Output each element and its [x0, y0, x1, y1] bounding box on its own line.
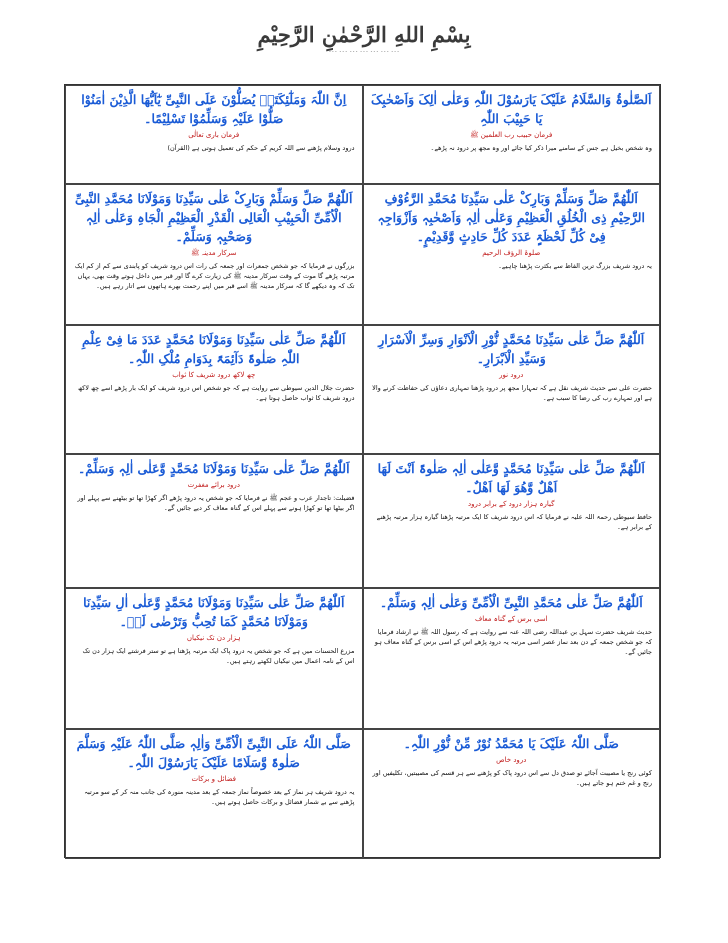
arabic-text: صَلَّی اللّٰہُ عَلَی النَّبِیِّ الْاُمِّیِّ وَاٰلِہٖ صَلَّی اللّٰہُ عَلَیْہِ وَسَلَّمَ صَلٰوۃً وَّسَلَامًا عَلَیْکَ یَارَسُوْلَ اللّٰہِ۔: [76, 736, 351, 770]
durood-cell: [65, 729, 363, 859]
durood-table: [64, 84, 661, 858]
arabic-text: اَللّٰھُمَّ صَلِّ عَلٰی سَیِّدِنَا مُحَمَّدٍ نُّوْرِ الْاَنْوَارِ وَسِرِّ الْاَسْرَارِ وَسَیِّدِ الْاَبْرَارِ۔: [378, 332, 645, 366]
arabic-text: اَللّٰھُمَّ صَلِّ عَلٰی سَیِّدِنَا وَمَوْلَانَا مُحَمَّدٍ وَّعَلٰی اٰلِہٖ وَسَلِّمْ۔: [77, 461, 350, 476]
arabic-text: اَللّٰھُمَّ صَلِّ وَسَلِّمْ وَبَارِکْ عَلٰی سَیِّدِنَا وَمَوْلَانَا مُحَمَّدِ النَّبِیِّ الْاُمِّیِّ الْحَبِیْبِ الْعَالِی الْقَدْرِ الْعَظِیْمِ الْجَاہِ وَعَلٰی اٰلِہٖ وَصَحْبِہٖ وَسَلِّمْ۔: [75, 191, 353, 244]
urdu-description: وہ شخص بخیل ہے جس کے سامنے میرا ذکر کیا جائے اور وہ مجھ پر درود نہ پڑھے۔: [430, 144, 652, 152]
cell-title: صلوۃ الرؤف الرحیم: [482, 249, 541, 257]
urdu-description: درود وسلام پڑھنے سے اللہ کریم کے حکم کی تعمیل ہوتی ہے (القرآن): [167, 144, 355, 152]
arabic-text: اَللّٰھُمَّ صَلِّ وَسَلِّمْ وَبَارِکْ عَلٰی سَیِّدِنَا مُحَمَّدِ الرَّءُوْفِ الرَّحِیْمِ ذِی الْخُلُقِ الْعَظِیْمِ وَعَلٰی اٰلِہٖ وَاَصْحٰبِہٖ وَاَزْوَاجِہٖ فِیْ کُلِّ لَحْظَۃٍ عَدَدَ کُلِّ حَادِثٍ وَّقَدِیْمٍ۔: [377, 191, 645, 244]
cell-title: درود خاص: [496, 756, 527, 764]
cell-title: فضائل و برکات: [191, 775, 236, 783]
cell-title: گیارہ ہزار درود کے برابر درود: [468, 500, 555, 508]
durood-cell: [363, 729, 661, 859]
header-subtitle: ۔۔۔ ۔۔۔ ۔۔۔ ۔۔۔ ۔۔۔ ۔۔۔ ۔۔۔: [328, 48, 400, 54]
urdu-description: یہ درود شریف بزرگ ترین الفاظ سے بکثرت پڑھنا چاہیے۔: [498, 262, 652, 270]
cell-title: چھ لاکھ درود شریف کا ثواب: [172, 371, 256, 379]
urdu-description: کوئی رنج یا مصیبت آجائے تو صدق دل سے اس درود پاک کو پڑھنے سے ہر قسم کی مصیبتیں، تکلیفیں اور رنج و غم ختم ہو جاتے ہیں۔: [372, 769, 652, 787]
durood-cell: [363, 588, 661, 729]
cell-title: درود برائے مغفرت: [187, 481, 240, 489]
durood-cell: [65, 184, 363, 325]
arabic-text: اَللّٰھُمَّ صَلِّ عَلٰی مُحَمَّدِ النَّبِیِّ الْاُمِّیِّ وَعَلٰی اٰلِہٖ وَسَلِّمْ۔: [379, 595, 643, 610]
durood-cell: [65, 325, 363, 454]
arabic-text: اِنَّ اللّٰہَ وَمَلٰٓئِکَتَہٗ یُصَلُّوْنَ عَلَی النَّبِیِّ یٰٓاَیُّھَا الَّذِیْنَ اٰمَنُوْا صَلُّوْا عَلَیْہِ وَسَلِّمُوْا تَسْلِیْمًا۔: [81, 92, 347, 126]
durood-cell: [363, 85, 661, 184]
urdu-description: یہ درود شریف ہر نماز کے بعد خصوصاً نماز جمعہ کے بعد مدینہ منورہ کی جانب منہ کر کے سو مرتبہ پڑھنے سے بے شمار فضائل و برکات حاصل ہوتے ہیں۔: [84, 788, 355, 806]
durood-cell: [363, 454, 661, 588]
page-header: [0, 22, 728, 54]
urdu-description: حافظ سیوطی رحمۃ اللہ علیہ نے فرمایا کہ اس درود شریف کا ایک مرتبہ پڑھنا گیارہ ہزار مرتبہ پڑھنے کے برابر ہے۔: [376, 513, 652, 531]
cell-title: فرمان حبیب رب العلمین ﷺ: [470, 131, 553, 139]
durood-cell: [363, 325, 661, 454]
cell-title: سرکار مدینہ ﷺ: [191, 249, 237, 257]
urdu-description: حدیث شریف حضرت سہل بن عبداللہ رضی اللہ عنہ سے روایت ہے کہ رسول اللہ ﷺ نے ارشاد فرمایا کہ جو شخص جمعہ کے دن بعد نماز عصر اسی مرتبہ یہ درود پڑھے اس کے اسی برس کے گناہ معاف ہو جائیں گے۔: [374, 628, 652, 656]
cell-title: ہزار دن تک نیکیاں: [186, 634, 241, 642]
arabic-text: اَللّٰھُمَّ صَلِّ عَلٰی سَیِّدِنَا وَمَوْلَانَا مُحَمَّدٍ عَدَدَ مَا فِیْ عِلْمِ اللّٰہِ صَلٰوۃً دَآئِمَۃً بِدَوَامِ مُلْکِ اللّٰہِ۔: [82, 332, 346, 366]
arabic-text: صَلَّی اللّٰہُ عَلَیْکَ یَا مُحَمَّدُ نُوْرٌ مِّنْ نُّوْرِ اللّٰہِ۔: [403, 736, 619, 751]
bismillah-calligraphy: بِسْمِ اللهِ الرَّحْمٰنِ الرَّحِيْمِ: [257, 22, 471, 47]
durood-cell: [65, 588, 363, 729]
urdu-description: بزرگوں نے فرمایا کہ جو شخص جمعرات اور جمعہ کی رات اس درود شریف کو پابندی سے کم از کم ایک مرتبہ پڑھے گا موت کے وقت سرکار مدینہ ﷺ کی زیارت کرے گا اور قبر میں داخل ہوتے وقت بھی، یہاں تک کہ وہ دیکھے گا کہ سرکار مدینہ ﷺ اسے قبر میں اپنے رحمت بھرے ہاتھوں سے اتار رہے ہیں۔: [74, 262, 355, 290]
urdu-description: مزرع الحسنات میں ہے کہ جو شخص یہ درود پاک ایک مرتبہ پڑھتا ہے تو ستر فرشتے ایک ہزار دن تک اس کے نامہ اعمال میں نیکیاں لکھتے رہتے ہیں۔: [82, 647, 355, 665]
cell-title: فرمان باری تعالٰی: [188, 131, 240, 139]
urdu-description: فضیلت: تاجدار عرب و عجم ﷺ نے فرمایا کہ جو شخص یہ درود پڑھے اگر کھڑا تھا تو بیٹھنے سے پہلے اور اگر بیٹھا تھا تو کھڑا ہونے سے پہلے اس کے گناہ معاف کر دیے جائیں گے۔: [77, 494, 355, 512]
cell-title: اسی برس کے گناہ معاف: [474, 615, 548, 623]
durood-cell: [363, 184, 661, 325]
urdu-description: حضرت جلال الدین سیوطی سے روایت ہے کہ جو شخص اس درود شریف کو ایک بار پڑھے اسے چھ لاکھ درود شریف کا ثواب حاصل ہوتا ہے۔: [78, 384, 355, 402]
urdu-description: حضرت علی سے حدیث شریف نقل ہے کہ تمہارا مجھ پر درود پڑھنا تمہاری دعاؤں کی حفاظت کرنے والا ہے اور تمہارے رب کی رضا کا سبب ہے۔: [372, 384, 652, 402]
arabic-text: اَللّٰھُمَّ صَلِّ عَلٰی سَیِّدِنَا وَمَوْلَانَا مُحَمَّدٍ وَّعَلٰی اٰلِ سَیِّدِنَا وَمَوْلَانَا مُحَمَّدٍ کَمَا تُحِبُّ وَتَرْضٰی لَہٗ۔: [83, 595, 345, 629]
arabic-text: اَلصَّلٰوۃُ وَالسَّلَامُ عَلَیْکَ یَارَسُوْلَ اللّٰہِ وَعَلٰی اٰلِکَ وَاَصْحٰبِکَ یَا حَبِیْبَ اللّٰہِ: [371, 92, 652, 126]
cell-title: درود نور: [499, 371, 524, 379]
durood-cell: [65, 85, 363, 184]
arabic-text: اَللّٰھُمَّ صَلِّ عَلٰی سَیِّدِنَا مُحَمَّدٍ وَّعَلٰی اٰلِہٖ صَلٰوۃً اَنْتَ لَھَا اَھْلٌ وَّھُوَ لَھَا اَھْلٌ۔: [377, 461, 645, 495]
durood-cell: [65, 454, 363, 588]
